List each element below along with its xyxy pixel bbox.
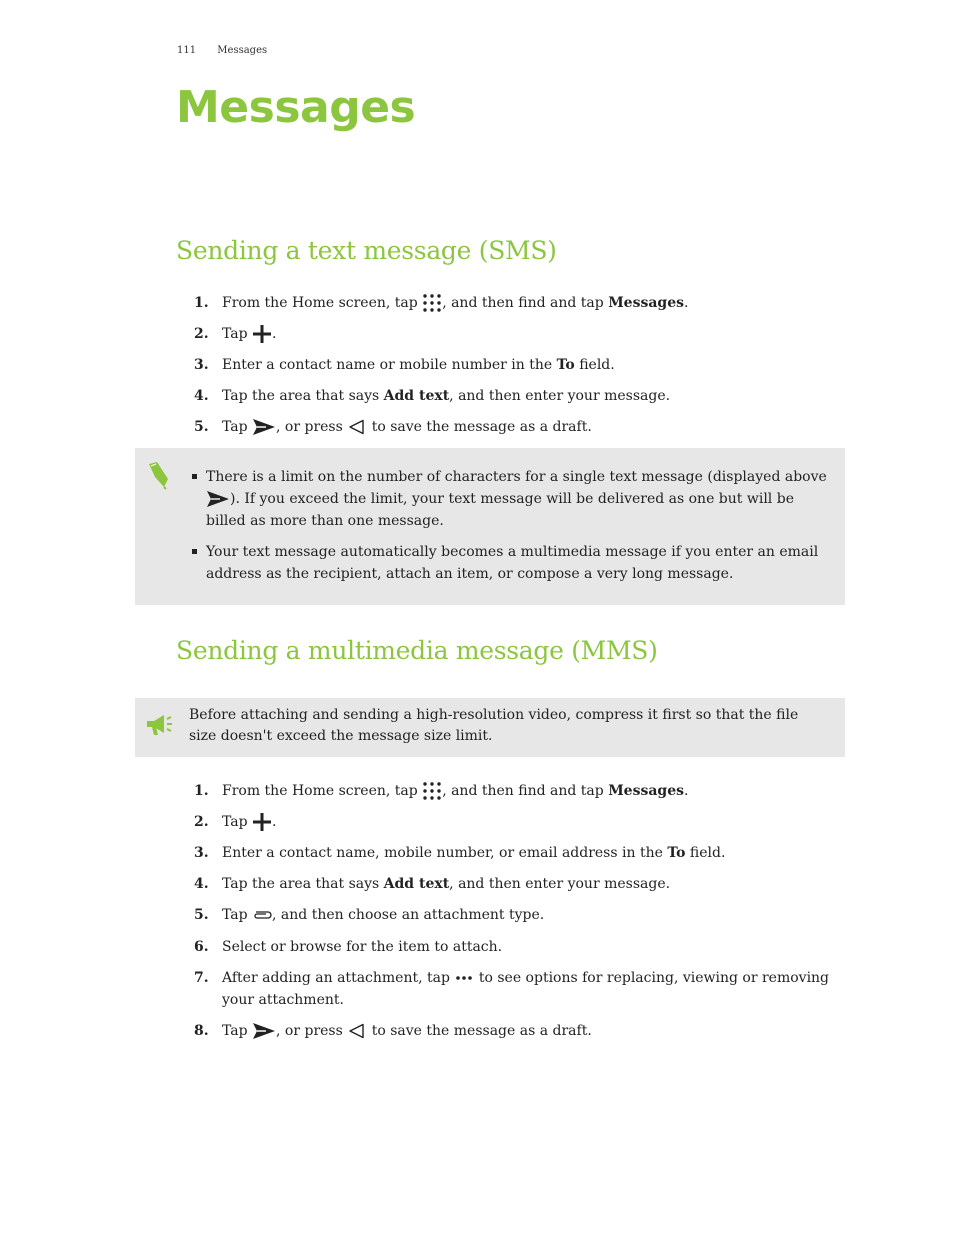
step-text: , and then choose an attachment type.	[272, 907, 545, 923]
step-text: to see options for replacing, viewing or removing your attachment.	[222, 970, 830, 1008]
step-text: , or press	[276, 419, 348, 435]
note-box	[135, 448, 845, 605]
step-text: .	[272, 326, 277, 342]
list-item	[194, 780, 834, 811]
step-text: , or press	[276, 1023, 348, 1039]
note-text: There is a limit on the number of characters for a single text message (displayed above	[206, 469, 827, 485]
step-text: Tap	[222, 907, 253, 923]
pencil-note-icon	[145, 460, 171, 490]
step-text: to save the message as a draft.	[367, 1023, 592, 1039]
list-item	[194, 936, 834, 967]
list-item	[194, 873, 834, 904]
step-number: 2.	[194, 814, 209, 830]
step-text: From the Home screen, tap	[222, 783, 423, 799]
step-number: 3.	[194, 357, 209, 373]
note-list	[189, 466, 829, 594]
ui-term: To	[556, 357, 575, 373]
paperclip-icon	[252, 909, 272, 921]
sms-section-heading: Sending a text message (SMS)	[176, 236, 557, 265]
step-text: Tap	[222, 1023, 253, 1039]
step-number: 1.	[194, 295, 209, 311]
tip-box	[135, 698, 845, 757]
running-chapter: Messages	[217, 45, 268, 56]
list-item	[194, 416, 834, 447]
step-number: 5.	[194, 907, 209, 923]
step-text: to save the message as a draft.	[367, 419, 592, 435]
list-item	[194, 354, 834, 385]
list-item	[194, 323, 834, 354]
list-item	[194, 967, 834, 1020]
step-text: , and then find and tap	[442, 783, 609, 799]
ui-term: To	[667, 845, 686, 861]
step-text: , and then find and tap	[442, 295, 609, 311]
step-number: 5.	[194, 419, 209, 435]
step-text: From the Home screen, tap	[222, 295, 423, 311]
step-text: .	[684, 783, 689, 799]
note-text: Your text message automatically becomes a multimedia message if you enter an email address as the recipient, attach an item, or compose a very long message.	[206, 544, 819, 582]
back-icon	[347, 1023, 367, 1039]
step-text: Tap	[222, 814, 253, 830]
ui-term: Messages	[608, 295, 685, 311]
megaphone-tip-icon	[144, 712, 174, 738]
list-item	[194, 904, 834, 936]
list-item	[194, 842, 834, 873]
note-text: ). If you exceed the limit, your text message will be delivered as one but will be billed as more than one message.	[206, 491, 794, 529]
sms-steps-list	[194, 292, 834, 447]
step-text: .	[684, 295, 689, 311]
chapter-title: Messages	[176, 82, 416, 133]
running-header	[177, 45, 285, 56]
step-number: 8.	[194, 1023, 209, 1039]
step-text: , and then enter your message.	[449, 388, 671, 404]
page-number: 111	[177, 45, 197, 56]
send-icon	[252, 418, 276, 436]
tip-text: Before attaching and sending a high-resolution video, compress it first so that the file size doesn't exceed the message size limit.	[189, 707, 799, 744]
step-text: , and then enter your message.	[449, 876, 671, 892]
step-number: 1.	[194, 783, 209, 799]
step-number: 6.	[194, 939, 209, 955]
step-text: Enter a contact name, mobile number, or email address in the	[222, 845, 668, 861]
ui-term: Add text	[383, 388, 450, 404]
step-text: Select or browse for the item to attach.	[222, 939, 503, 955]
list-item	[194, 1020, 834, 1051]
step-number: 7.	[194, 970, 209, 986]
more-icon	[454, 974, 474, 982]
step-text: Tap	[222, 326, 253, 342]
plus-icon	[252, 324, 272, 344]
step-number: 4.	[194, 876, 209, 892]
step-text: field.	[685, 845, 726, 861]
apps-grid-icon	[422, 293, 442, 313]
list-item	[194, 811, 834, 842]
plus-icon	[252, 812, 272, 832]
list-item	[194, 292, 834, 323]
mms-steps-list	[194, 780, 834, 1051]
list-item	[189, 466, 829, 532]
back-icon	[347, 419, 367, 435]
mms-section-heading: Sending a multimedia message (MMS)	[176, 636, 658, 665]
list-item	[194, 385, 834, 416]
step-text: After adding an attachment, tap	[222, 970, 455, 986]
step-number: 3.	[194, 845, 209, 861]
step-text: field.	[574, 357, 615, 373]
step-number: 2.	[194, 326, 209, 342]
bullet-marker	[192, 474, 197, 479]
send-icon	[206, 490, 230, 508]
apps-grid-icon	[422, 781, 442, 801]
ui-term: Messages	[608, 783, 685, 799]
step-text: Enter a contact name or mobile number in the	[222, 357, 557, 373]
step-number: 4.	[194, 388, 209, 404]
ui-term: Add text	[383, 876, 450, 892]
step-text: Tap	[222, 419, 253, 435]
step-text: .	[272, 814, 277, 830]
list-item	[189, 541, 829, 585]
step-text: Tap the area that says	[222, 388, 384, 404]
send-icon	[252, 1022, 276, 1040]
step-text: Tap the area that says	[222, 876, 384, 892]
bullet-marker	[192, 549, 197, 554]
